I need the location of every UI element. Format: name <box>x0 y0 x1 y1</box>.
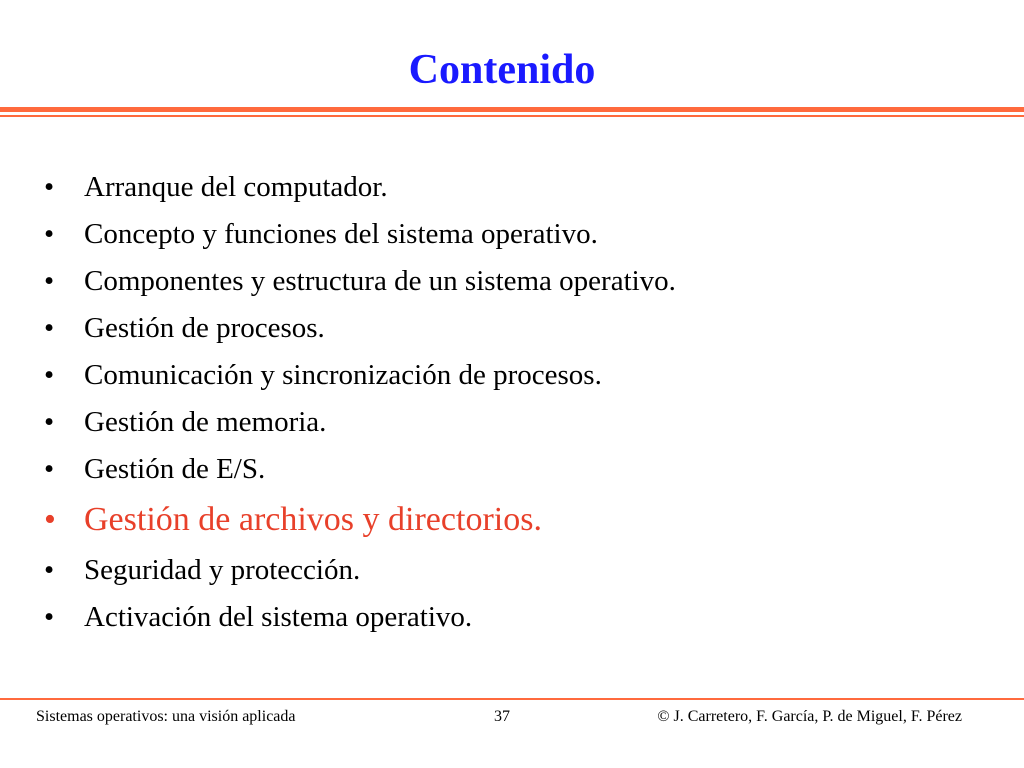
title-rule-thick <box>0 107 1024 112</box>
slide-title: Contenido <box>408 47 596 93</box>
bullet-text: Seguridad y protección. <box>84 554 361 586</box>
bullet-icon: • <box>44 218 55 250</box>
bullet-text: Concepto y funciones del sistema operativo. <box>84 218 598 250</box>
bullet-text: Arranque del computador. <box>84 171 388 203</box>
bullet-item-seguridad <box>0 547 1000 594</box>
bullet-text: Comunicación y sincronización de procesos. <box>84 359 602 391</box>
footer-rule <box>0 698 1024 700</box>
bullet-text: Gestión de procesos. <box>84 312 325 344</box>
bullet-item-archivos-highlighted <box>0 493 1000 547</box>
bullet-list <box>0 164 1000 641</box>
bullet-text: Gestión de memoria. <box>84 406 327 438</box>
bullet-text: Activación del sistema operativo. <box>84 601 473 633</box>
bullet-icon: • <box>44 171 55 203</box>
bullet-icon: • <box>44 312 55 344</box>
bullet-icon: • <box>44 453 55 485</box>
bullet-icon: • <box>44 406 55 438</box>
footer-page-number: 37 <box>494 708 510 725</box>
title-rule-thin <box>0 115 1024 117</box>
bullet-item-activacion <box>0 594 1000 641</box>
bullet-text: Componentes y estructura de un sistema operativo. <box>84 265 676 297</box>
bullet-item-es <box>0 446 1000 493</box>
bullet-icon: • <box>44 359 55 391</box>
bullet-item-memoria <box>0 399 1000 446</box>
bullet-item-concepto <box>0 211 1000 258</box>
bullet-item-arranque <box>0 164 1000 211</box>
bullet-text: Gestión de archivos y directorios. <box>84 501 542 538</box>
bullet-icon: • <box>44 601 55 633</box>
bullet-item-procesos <box>0 305 1000 352</box>
bullet-item-componentes <box>0 258 1000 305</box>
bullet-item-comunicacion <box>0 352 1000 399</box>
bullet-icon: • <box>44 554 55 586</box>
bullet-icon: • <box>44 265 55 297</box>
bullet-text: Gestión de E/S. <box>84 453 266 485</box>
bullet-icon: • <box>44 501 56 538</box>
footer-copyright: © J. Carretero, F. García, P. de Miguel, F. Pérez <box>657 708 962 725</box>
footer-book-title: Sistemas operativos: una visión aplicada <box>36 708 296 725</box>
